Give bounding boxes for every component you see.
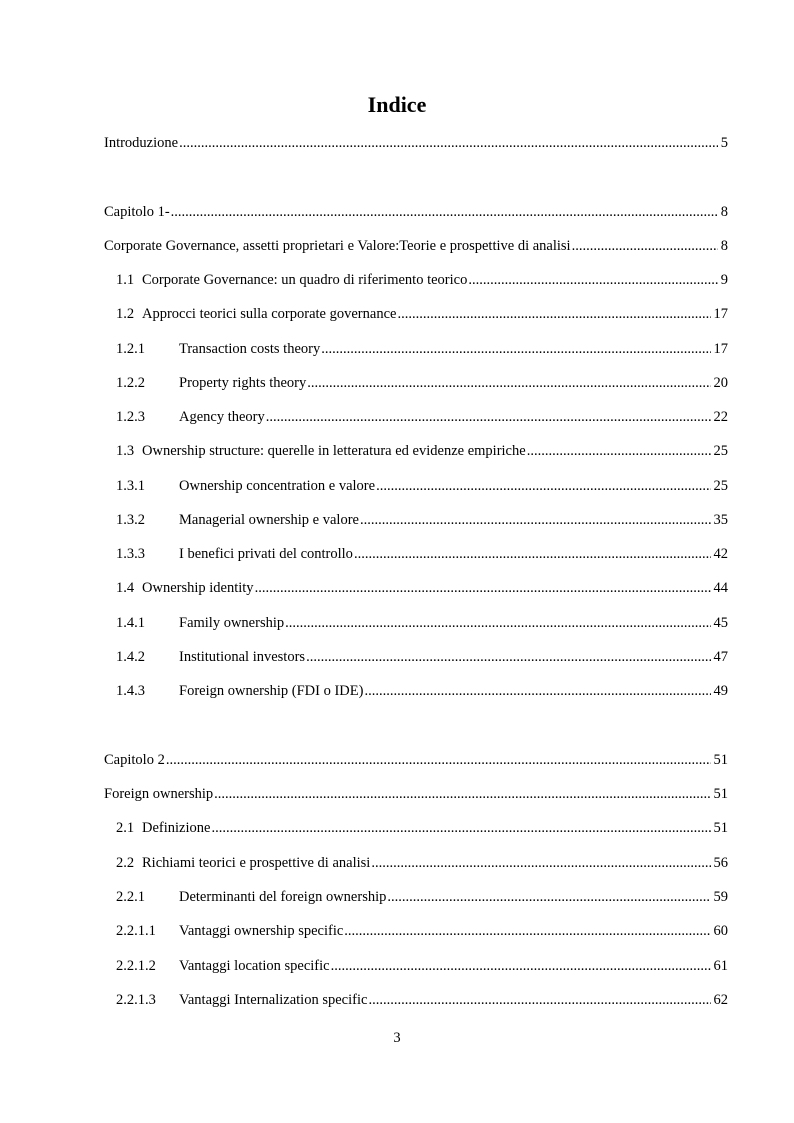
toc-entry[interactable] xyxy=(116,269,728,291)
dot-leader xyxy=(364,680,710,702)
toc-entry-text: Vantaggi ownership specific xyxy=(179,923,344,939)
dot-leader xyxy=(285,612,710,634)
toc-entry-page: 20 xyxy=(713,375,728,391)
dot-leader xyxy=(211,817,710,839)
toc-entry[interactable] xyxy=(116,612,728,634)
dot-leader xyxy=(321,338,710,360)
toc-entry-text: Ownership structure: querelle in letteratura ed evidenze empiriche xyxy=(142,443,526,459)
toc-entry-text: Introduzione xyxy=(104,135,179,151)
toc-entry-text: Richiami teorici e prospettive di analisi xyxy=(142,855,371,871)
toc-entry-number: 2.2.1.1 xyxy=(116,923,156,939)
dot-leader xyxy=(179,132,718,154)
dot-leader xyxy=(266,406,711,428)
dot-leader xyxy=(214,783,710,805)
toc-entry-text: Capitolo 2 xyxy=(104,752,165,768)
toc-entry-text: Corporate Governance, assetti proprietari e Valore:Teorie e prospettive di analisi xyxy=(104,238,571,254)
toc-entry-text: Agency theory xyxy=(179,409,265,425)
toc-entry-page: 62 xyxy=(713,992,728,1008)
toc-entry[interactable] xyxy=(116,509,728,531)
toc-entry[interactable] xyxy=(116,646,728,668)
toc-entry-text: Managerial ownership e valore xyxy=(179,512,359,528)
toc-entry-page: 47 xyxy=(713,649,728,665)
toc-entry-page: 51 xyxy=(713,820,728,836)
toc-entry-page: 56 xyxy=(713,855,728,871)
toc-entry[interactable] xyxy=(116,406,728,428)
dot-leader xyxy=(387,886,710,908)
toc-entry-page: 45 xyxy=(713,615,728,631)
dot-leader xyxy=(376,475,710,497)
toc-entry-number: 2.1 xyxy=(116,820,135,836)
toc-entry-page: 5 xyxy=(720,135,728,151)
toc-entry-text: Vantaggi location specific xyxy=(179,958,330,974)
toc-entry-text: Capitolo 1- xyxy=(104,204,170,220)
page-title: Indice xyxy=(367,92,427,117)
toc-entry-page: 44 xyxy=(713,580,728,596)
toc-entry-page: 22 xyxy=(713,409,728,425)
dot-leader xyxy=(171,201,718,223)
dot-leader xyxy=(307,372,710,394)
toc-entry-number: 1.4.1 xyxy=(116,615,145,631)
toc-entry-number: 1.3.3 xyxy=(116,546,145,562)
toc-entry-text: Family ownership xyxy=(179,615,285,631)
table-of-contents xyxy=(104,0,728,1123)
toc-entry-number: 1.3 xyxy=(116,443,135,459)
dot-leader xyxy=(397,303,710,325)
toc-entry-text: Institutional investors xyxy=(179,649,306,665)
toc-entry-text: Approcci teorici sulla corporate governance xyxy=(142,306,397,322)
toc-entry[interactable] xyxy=(116,543,728,565)
toc-entry[interactable] xyxy=(104,235,728,257)
dot-leader xyxy=(468,269,717,291)
toc-entry-text: Determinanti del foreign ownership xyxy=(179,889,387,905)
toc-entry[interactable] xyxy=(104,783,728,805)
toc-entry-text: Definizione xyxy=(142,820,211,836)
toc-entry-page: 17 xyxy=(713,341,728,357)
toc-entry-page: 35 xyxy=(713,512,728,528)
toc-entry-number: 1.4.2 xyxy=(116,649,145,665)
toc-entry[interactable] xyxy=(116,817,728,839)
toc-entry-page: 51 xyxy=(713,786,728,802)
toc-entry[interactable] xyxy=(116,886,728,908)
toc-entry-number: 1.2 xyxy=(116,306,135,322)
toc-entry-number: 1.2.3 xyxy=(116,409,145,425)
toc-entry-text: Ownership identity xyxy=(142,580,254,596)
dot-leader xyxy=(255,577,711,599)
toc-entry-text: Corporate Governance: un quadro di riferimento teorico xyxy=(142,272,468,288)
dot-leader xyxy=(331,955,711,977)
toc-entry[interactable] xyxy=(116,920,728,942)
dot-leader xyxy=(354,543,711,565)
toc-entry-page: 8 xyxy=(720,204,728,220)
toc-entry-page: 61 xyxy=(713,958,728,974)
toc-entry-page: 8 xyxy=(720,238,728,254)
toc-entry-number: 1.3.2 xyxy=(116,512,145,528)
toc-entry-page: 42 xyxy=(713,546,728,562)
toc-entry-text: Foreign ownership (FDI o IDE) xyxy=(179,683,364,699)
dot-leader xyxy=(371,852,710,874)
dot-leader xyxy=(360,509,711,531)
toc-entry-number: 1.4.3 xyxy=(116,683,145,699)
dot-leader xyxy=(166,749,711,771)
toc-entry-page: 17 xyxy=(713,306,728,322)
toc-entry-number: 1.4 xyxy=(116,580,135,596)
toc-entry[interactable] xyxy=(116,440,728,462)
toc-entry[interactable] xyxy=(116,303,728,325)
toc-entry-number: 2.2.1.3 xyxy=(116,992,156,1008)
dot-leader xyxy=(306,646,710,668)
toc-entry[interactable] xyxy=(116,577,728,599)
toc-entry[interactable] xyxy=(104,201,728,223)
toc-entry[interactable] xyxy=(116,852,728,874)
toc-entry-number: 1.2.2 xyxy=(116,375,145,391)
toc-entry-page: 25 xyxy=(713,478,728,494)
toc-entry[interactable] xyxy=(116,338,728,360)
toc-entry[interactable] xyxy=(104,132,728,154)
toc-entry-number: 2.2.1 xyxy=(116,889,145,905)
toc-entry-page: 49 xyxy=(713,683,728,699)
toc-entry[interactable] xyxy=(116,989,728,1011)
dot-leader xyxy=(572,235,718,257)
toc-entry[interactable] xyxy=(116,372,728,394)
dot-leader xyxy=(527,440,711,462)
toc-entry-page: 60 xyxy=(713,923,728,939)
toc-entry-number: 1.1 xyxy=(116,272,135,288)
toc-entry-page: 59 xyxy=(713,889,728,905)
dot-leader xyxy=(368,989,710,1011)
dot-leader xyxy=(344,920,710,942)
toc-entry-text: Vantaggi Internalization specific xyxy=(179,992,368,1008)
toc-entry-text: Transaction costs theory xyxy=(179,341,321,357)
toc-entry-page: 9 xyxy=(720,272,728,288)
toc-entry-text: Foreign ownership xyxy=(104,786,214,802)
toc-entry-text: Ownership concentration e valore xyxy=(179,478,376,494)
toc-entry[interactable] xyxy=(116,475,728,497)
toc-entry[interactable] xyxy=(116,955,728,977)
toc-entry-number: 2.2 xyxy=(116,855,135,871)
toc-entry-page: 25 xyxy=(713,443,728,459)
toc-entry-page: 51 xyxy=(713,752,728,768)
toc-entry[interactable] xyxy=(116,680,728,702)
toc-entry-number: 2.2.1.2 xyxy=(116,958,156,974)
toc-entry-number: 1.3.1 xyxy=(116,478,145,494)
toc-entry-text: Property rights theory xyxy=(179,375,307,391)
toc-entry-number: 1.2.1 xyxy=(116,341,145,357)
page-number: 3 xyxy=(393,1030,401,1046)
toc-entry[interactable] xyxy=(104,749,728,771)
toc-entry-text: I benefici privati del controllo xyxy=(179,546,353,562)
